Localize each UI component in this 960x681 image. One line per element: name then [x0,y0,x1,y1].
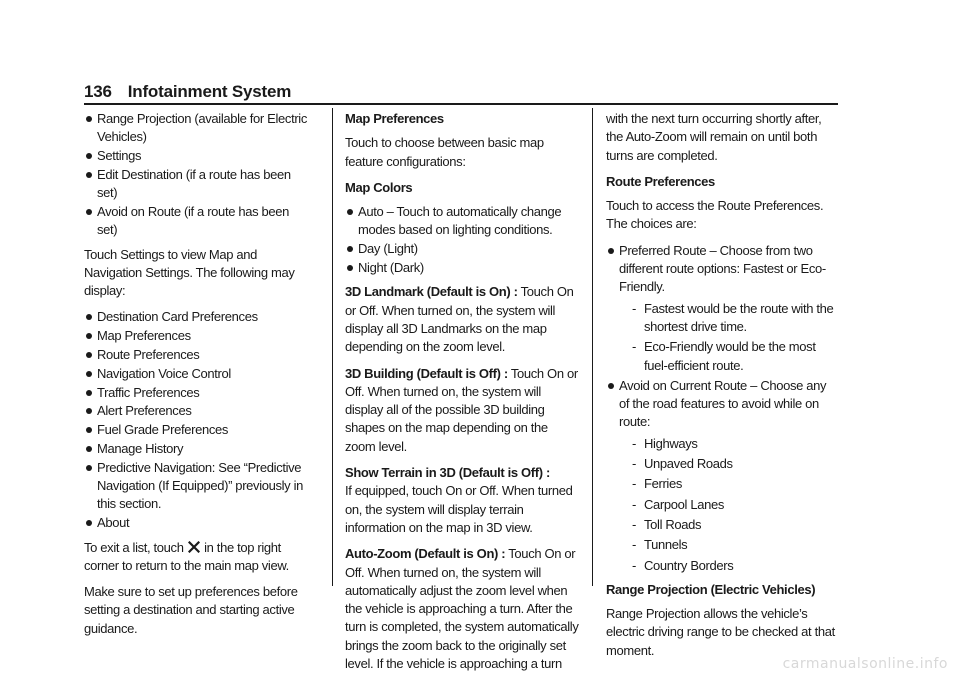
sub-list-item: - Country Borders [619,557,838,575]
list-item: Avoid on Route (if a route has been set) [84,203,312,240]
list-item: Night (Dark) [345,259,579,277]
autozoom-continued: with the next turn occurring shortly after, the Auto-Zoom will remain on until both turns are completed. [606,111,822,163]
page-number: 136 [84,82,112,101]
menu-options-list [84,110,312,240]
exit-text-before: To exit a list, touch [84,539,184,555]
preferred-route-sublist [619,300,838,375]
list-item: Map Preferences [84,327,312,345]
preferred-route-item [606,242,838,375]
header-rule [84,103,838,105]
terrain-label: Show Terrain in 3D (Default is Off) : [345,465,550,481]
autozoom-setting [345,545,579,673]
terrain-text: If equipped, touch On or Off. When turned on, the system will display terrain information on the map in 3D view. [345,483,573,535]
watermark: carmanualsonline.info [782,656,948,672]
range-projection-heading: Range Projection (Electric Vehicles) [606,581,816,597]
list-item: Route Preferences [84,346,312,364]
list-item: Navigation Voice Control [84,365,312,383]
exit-text-after: in the top right corner to return to the main map view. [84,539,289,573]
sub-list-item: - Ferries [619,475,838,493]
autozoom-text: Touch On or Off. When turned on, the system will automatically adjust the zoom level when the vehicle is approaching a turn. After the turn is completed, the system automatically brings the zoom back to the originally set level. If the vehicle is approaching a turn [345,546,579,672]
autozoom-label: Auto-Zoom (Default is On) : [345,546,506,562]
route-preferences-text: Touch to access the Route Preferences. The choices are: [606,198,824,232]
settings-intro: Touch Settings to view Map and Navigation Settings. The following may display: [84,246,295,299]
sub-list-item: - Carpool Lanes [619,496,838,514]
landmark-text: Touch On or Off. When turned on, the system will display all 3D Landmarks on the map depending on the zoom level. [345,284,574,355]
column-divider [592,108,593,586]
route-options-list [606,242,838,575]
close-x-icon [188,541,200,553]
building-text: Touch On or Off. When turned on, the system will display all of the possible 3D building shapes on the map depending on the zoom level. [345,365,578,454]
column-1 [84,110,312,646]
map-preferences-heading: Map Preferences [345,111,444,126]
list-item: Edit Destination (if a route has been set) [84,166,312,203]
list-item: Settings [84,147,312,165]
page-header [84,82,291,102]
landmark-label: 3D Landmark (Default is On) : [345,284,518,300]
terrain-setting [345,464,579,537]
route-preferences-heading: Route Preferences [606,173,715,189]
column-3 [606,110,838,668]
list-item: Destination Card Preferences [84,308,312,326]
avoid-route-item [606,377,838,575]
map-preferences-text: Touch to choose between basic map feature configurations: [345,135,544,169]
sub-list-item: - Highways [619,435,838,453]
avoid-route-sublist [619,435,838,575]
avoid-route-text: Avoid on Current Route – Choose any of the road features to avoid while on route: [619,377,827,430]
building-setting [345,365,579,456]
list-item: Day (Light) [345,240,579,258]
preferred-route-text: Preferred Route – Choose from two different route options: Fastest or Eco-Friendly. [619,242,826,295]
building-label: 3D Building (Default is Off) : [345,365,508,381]
list-item: About [84,514,312,532]
list-item: Predictive Navigation: See “Predictive Navigation (If Equipped)” previously in this section. [84,459,312,514]
list-item: Alert Preferences [84,402,312,420]
list-item: Auto – Touch to automatically change modes based on lighting conditions. [345,203,579,240]
landmark-setting [345,283,579,356]
sub-list-item: - Toll Roads [619,516,838,534]
list-item: Traffic Preferences [84,384,312,402]
section-title: Infotainment System [127,82,292,101]
sub-list-item: - Eco-Friendly would be the most fuel-efficient route. [619,338,838,375]
preferences-tip: Make sure to set up preferences before setting a destination and starting active guidance. [84,584,298,636]
sub-list-item: - Fastest would be the route with the shortest drive time. [619,300,838,337]
sub-list-item: - Unpaved Roads [619,455,838,473]
map-colors-list [345,203,579,277]
exit-instructions [84,539,312,576]
column-2 [345,110,579,681]
column-divider [332,108,333,586]
map-colors-heading: Map Colors [345,179,413,195]
range-projection-text: Range Projection allows the vehicle’s electric driving range to be checked at that moment. [606,606,835,658]
settings-list [84,308,312,532]
list-item: Range Projection (available for Electric Vehicles) [84,110,312,147]
list-item: Manage History [84,440,312,458]
sub-list-item: - Tunnels [619,536,838,554]
list-item: Fuel Grade Preferences [84,421,312,439]
